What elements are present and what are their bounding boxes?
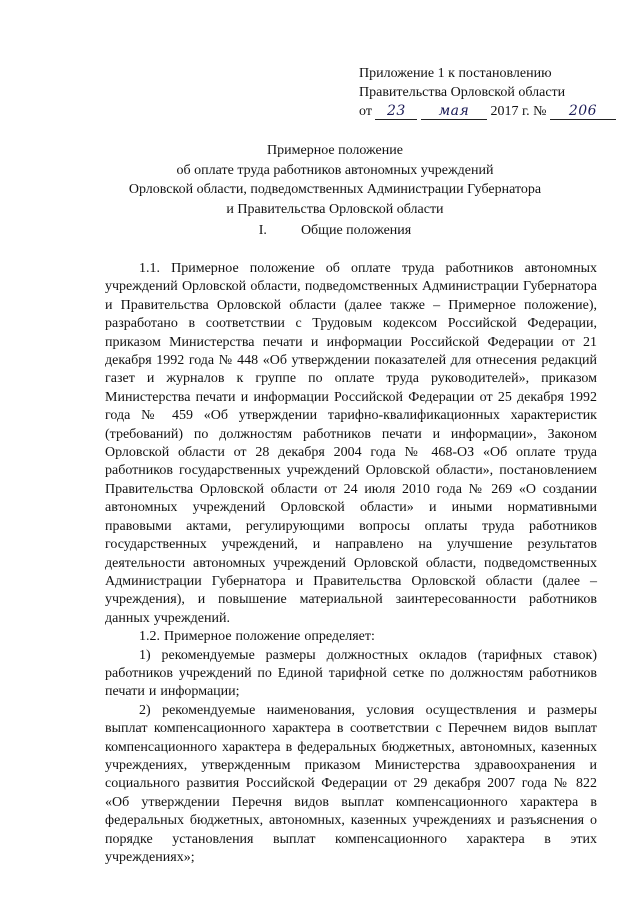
- handwritten-month: мая: [421, 103, 487, 120]
- paragraph-1-1: 1.1. Примерное положение об оплате труда работников автономных учреждений Орловской области, подведомственных Администрации Губернатора и Правительства Орловской области (далее также – Примерное положение), разработано в соответствии с Трудовым кодексом Российской Федерации, приказом Министерства печати и информации Российской Федерации от 21 декабря 1992 года № 448 «Об утверждении показателей для отнесения редакций газет и журналов к группе по оплате труда руководителей», приказом Министерства печати и информации Российской Федерации от 25 декабря 1992 года № 459 «Об утверждении тарифно-квалификационных характеристик (требований) по должностям работников печати и информации», Законом Орловской области от 28 декабря 2004 года № 468-ОЗ «Об оплате труда работников государственных учреждений Орловской области», постановлением Правительства Орловской области от 24 июля 2010 года № 269 «О создании автономных учреждений Орловской области» и иными нормативными правовыми актами, регулирующими вопросы оплаты труда работников государственных учреждений, и направлено на улучшение результатов деятельности автономных учреждений Орловской области, подведомственных Администрации Губернатора и Правительства Орловской области (далее – учреждения), и повышение материальной заинтересованности работников данных учреждений.: [105, 261, 597, 626]
- appendix-line-2: Правительства Орловской области: [359, 85, 566, 100]
- document-body: [105, 260, 597, 867]
- appendix-from: от: [359, 104, 372, 119]
- title-line-4: и Правительства Орловской области: [226, 201, 444, 217]
- list-item-1: 1) рекомендуемые размеры должностных окладов (тарифных ставок) работников учреждений по Единой тарифной сетке по должностям работников печати и информации;: [105, 647, 597, 700]
- handwritten-day: 23: [375, 103, 417, 120]
- appendix-year: 2017 г. №: [490, 104, 547, 119]
- handwritten-number: 206: [550, 103, 616, 120]
- title-line-3: Орловской области, подведомственных Администрации Губернатора: [128, 182, 542, 197]
- appendix-header: [359, 64, 609, 121]
- section-title: Общие положения: [300, 223, 412, 238]
- appendix-date-line: [359, 102, 609, 121]
- list-item-2: 2) рекомендуемые наименования, условия осуществления и размеры выплат компенсационного характера в соответствии с Перечнем видов выплат компенсационного характера в федеральных бюджетных, автономных, казенных учреждениях, утвержденным приказом Министерства здравоохранения и социального развития Российской Федерации от 29 декабря 2007 года № 822 «Об утверждении Перечня видов выплат компенсационного характера в федеральных бюджетных, автономных, казенных учреждениях и разъяснения о порядке установления выплат компенсационного характера в этих учреждениях»;: [105, 702, 597, 865]
- title-line-2: об оплате труда работников автономных учреждений: [176, 162, 494, 178]
- section-number: I.: [258, 223, 267, 238]
- document-title: [60, 141, 610, 219]
- section-heading: [60, 221, 610, 240]
- appendix-line-1: Приложение 1 к постановлению: [359, 66, 552, 81]
- title-line-1: Примерное положение: [267, 143, 403, 158]
- paragraph-1-2: 1.2. Примерное положение определяет:: [139, 629, 375, 645]
